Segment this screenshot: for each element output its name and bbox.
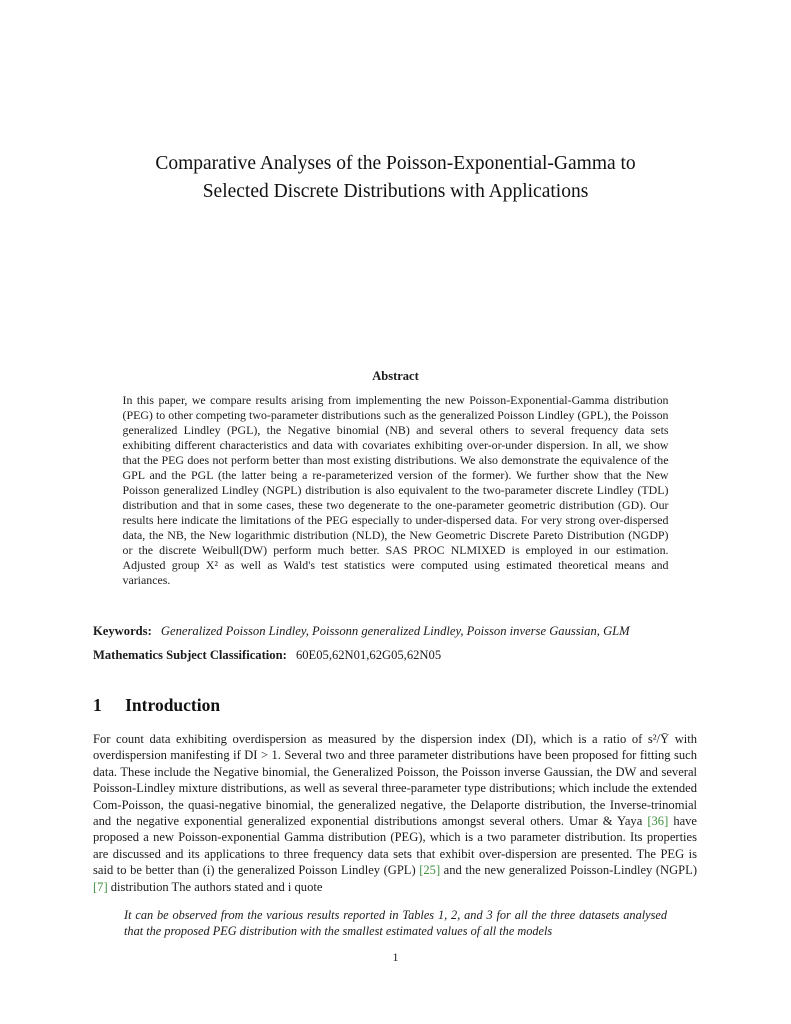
abstract-heading: Abstract (372, 369, 419, 383)
keywords-label: Keywords: (93, 624, 152, 638)
paragraph-text-segment: distribution The authors stated and i quote (107, 879, 323, 894)
page-number: 1 (392, 949, 399, 964)
abstract-body: In this paper, we compare results arising from implementing the new Poisson-Exponential-Gamma distribution (PEG) to other competing two-parameter distributions such as the generalized Poisson Lindley (GPL), the Poisson generalized Lindley (PGL), the Negative binomial (NB) and several others to several frequency data sets exhibiting different characteristics and data with covariates exhibiting over-or-under dispersion. In all, we show that the PEG does not perform better than most existing distributions. We also demonstrate the equivalence of the GPL and the PGL (the latter being a re-parameterized version of the former). We further show that the New Poisson generalized Lindley (NGPL) distribution is also equivalent to the two-parameter discrete Lindley (TDL) distribution and that in some cases, these two degenerate to the one-parameter geometric distribution (GD). Our results here indicate the limitations of the PEG especially to under-dispersed data. For very strong over-dispersed data, the NB, the New logarithmic distribution (NLD), the New Geometric Discrete Pareto Distribution (NGDP) or the discrete Weibull(DW) perform much better. SAS PROC NLMIXED is employed in our estimation. Adjusted group X² as well as Wald's test statistics were computed using estimated theoretical means and variances. (122, 393, 669, 587)
section-1-paragraph (93, 731, 697, 895)
section-1-title: Introduction (125, 695, 221, 715)
block-quote: It can be observed from the various results reported in Tables 1, 2, and 3 for all the three datasets analysed that the proposed PEG distribution with the smallest estimated values of all the models (124, 908, 667, 939)
paragraph-text-segment: and the new generalized Poisson-Lindley (NGPL) (440, 863, 697, 878)
paragraph-text-segment: For count data exhibiting overdispersion as measured by the dispersion index (DI), which is a ratio of s²/Ȳ with overdispersion manifesting if DI > 1. Several two and three parameter distributions have been proposed for fitting such data. These include the Negative binomial, the Generalized Poisson, the Poisson inverse Gaussian, the DW and several Poisson-Lindley mixture distributions, as well as several three-parameter type distributions; which include the extended Com-Poisson, the quasi-negative binomial, the generalized negative, the Delaporte distribution, the Inverse-trinomial and the negative exponential generalized exponential distributions amongst several others. Umar & Yaya (93, 732, 697, 829)
msc-label: Mathematics Subject Classification: (93, 648, 287, 662)
section-1-heading (93, 695, 697, 716)
paragraph-text-segment: have proposed a new Poisson-exponential Gamma distribution (PEG), which is a two parameter distribution. Its properties are discussed and its applications to three frequency data sets that exhibit over-dispersion are presented. The PEG is said to be better than (i) the generalized Poisson Lindley (GPL) (93, 814, 698, 878)
keywords-line (93, 623, 697, 640)
citation-link-25[interactable]: [25] (419, 863, 441, 878)
section-1-number: 1 (93, 695, 102, 715)
citation-link-36[interactable]: [36] (647, 814, 669, 829)
paper-title (0, 0, 791, 206)
abstract-section (123, 369, 669, 588)
keywords-value: Generalized Poisson Lindley, Poissonn generalized Lindley, Poisson inverse Gaussian, GLM (160, 624, 630, 638)
citation-link-7[interactable]: [7] (93, 879, 108, 894)
msc-line (93, 647, 697, 664)
paper-title-line1: Comparative Analyses of the Poisson-Exponential-Gamma to (155, 153, 636, 174)
msc-value: 60E05,62N01,62G05,62N05 (295, 648, 442, 662)
paper-title-line2: Selected Discrete Distributions with Applications (202, 181, 589, 202)
